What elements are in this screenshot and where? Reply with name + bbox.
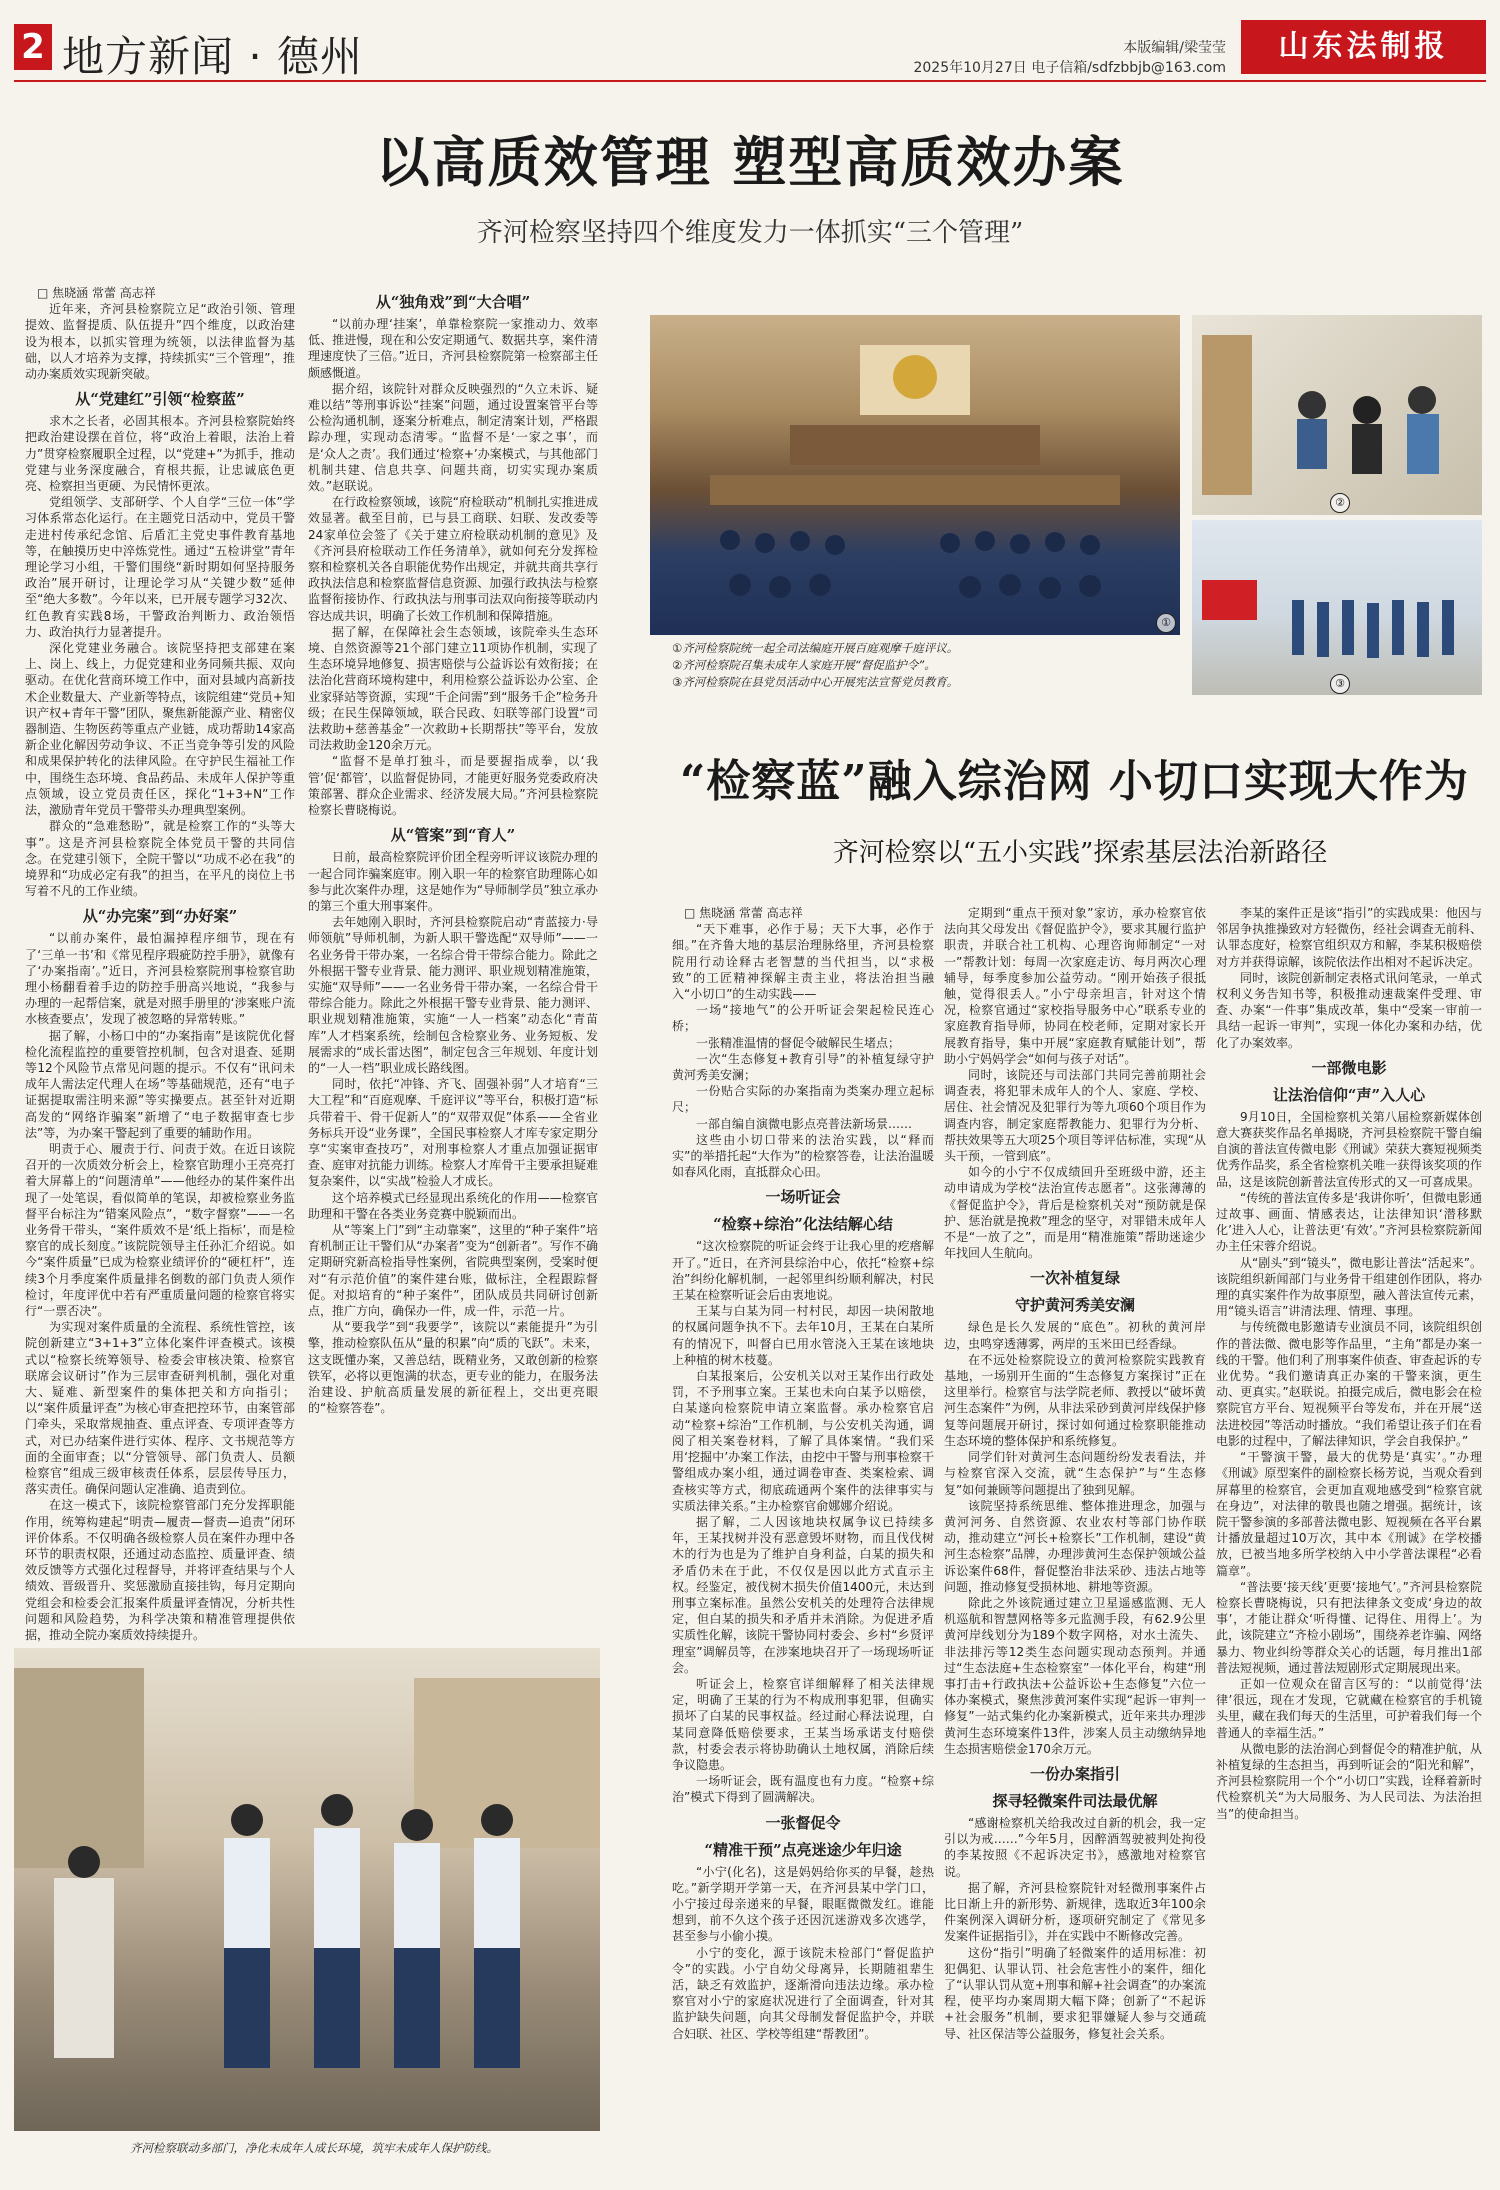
paragraph: 为实现对案件质量的全流程、系统性管控，该院创新建立“3+1+3”立体化案件评查模式。该模式以“检察长统筹领导、检委会审核决策、检察官联席会议研讨”作为三层审查研判机制，强化对重大、疑难、新型案件的集体把关和方向指引；以“案件质量评查”为核心审查把控环节，由案管部门牵头，采取常规抽查、重点评查、专项评查等方式，对已办结案件进行实体、程序、文书规范等方面的全面审查；以“分管领导、部门负责人、员额检察官”组成三级审核责任体系，层层传导压力，落实责任。确保问题认定准确、追责到位。 (25, 1320, 295, 1497)
paragraph: 深化党建业务融合。该院坚持把支部建在案上、岗上、线上，力促党建和业务同频共振、双向驱动。在优化营商环境工作中，面对县域内高新技术企业数量大、产业新等特点，该院组建“党员+知识产权+青年干警”团队，聚焦新能源产业、精密仪器制造、生物医药等重点产业链，成功帮助14家高新企业化解因劳动争议、不正当竞争等引发的风险和成果保护转化的法律风险。在守护民生福祉工作中，围绕生态环境、食品药品、未成年人保护等重点领域，设立党员责任区，探化“1+3+N”工作法，激励青年党员干警带头办理典型案例。 (25, 641, 295, 818)
article2-title: “检察蓝”融入综治网 小切口实现大作为 (680, 756, 1469, 807)
article2-column-2 (944, 905, 1206, 2180)
article1-column-1 (25, 285, 295, 1643)
paragraph: 同时，该院还与司法部门共同完善前期社会调查表，将犯罪未成年人的个人、家庭、学校、居住、社会情况及犯罪行为等九项60个项目作为调查内容，制定家庭帮教能力、犯罪行为分析、帮扶效果等五大项25个项目等评估标准，实现“从头干预，一管到底”。 (944, 1068, 1206, 1164)
date-email-line: 2025年10月27日 电子信箱/sdfzbbjb@163.com (913, 60, 1226, 76)
caption-2: ②齐河检察院召集未成年人家庭开展“督促监护令”。 (672, 658, 936, 672)
paragraph: “天下难事，必作于易；天下大事，必作于细。”在齐鲁大地的基层治理脉络里，齐河县检察院用行动诠释古老智慧的当代担当，以“求极致”的工匠精神探解主责主业，将法治担当融入“小切口”的生动实践—— (672, 922, 934, 1002)
photo-number-2: ② (1330, 493, 1350, 513)
paragraph: “干警演干警，最大的优势是‘真实’。”办理《刑诚》原型案件的副检察长杨芳说，当观众看到屏幕里的检察官，会更加直观地感受到“检察官就在身边”，对法律的敬畏也随之增强。据统计，该院干警参演的多部普法微电影、短视频在各平台累计播放量超过10万次，其中本《刑诚》在学校播放，已被当地多所学校纳入中小学普法课程“必看篇章”。 (1216, 1450, 1482, 1578)
paragraph: “这次检察院的听证会终于让我心里的疙瘩解开了。”近日，在齐河县综治中心，依托“检察+综治”纠纷化解机制，一起邻里纠纷顺利解决，村民王某在检察听证会后由衷地说。 (672, 1239, 934, 1303)
article1-byline: □ 焦晓涵 常蕾 高志祥 (37, 286, 156, 300)
paragraph: 求木之长者，必固其根本。齐河县检察院始终把政治建设摆在首位，将“政治上着眼，法治上着力”贯穿检察履职全过程，以“党建+”为抓手，推动党建与业务深度融合，育根共振，让忠诚底色更亮、检察担当更硬、为民情怀更浓。 (25, 414, 295, 494)
paragraph: “以前办理‘挂案’，单靠检察院一家推动力、效率低、推进慢，现在和公安定期通气、数据共享，案件清理速度快了三倍。”近日，齐河县检察院第一检察部主任颇感慨道。 (308, 317, 598, 380)
masthead (14, 14, 1486, 82)
subheading: 一场听证会 (765, 1188, 841, 1207)
photo-family-meeting (1192, 315, 1482, 515)
paragraph: 群众的“急难愁盼”，就是检察工作的“头等大事”。这是齐河县检察院全体党员干警的共同信念。在党建引领下，全院干警以“功成不必在我”的境界和“功成必定有我”的担当，在平凡的岗位上书写着不凡的工作业绩。 (25, 819, 295, 899)
editor-line: 本版编辑/梁莹莹 (1123, 40, 1226, 56)
article1-title: 以高质效管理 塑型高质效办案 (375, 130, 1125, 194)
paragraph: 与传统微电影邀请专业演员不同，该院组织创作的普法微、微电影等作品里，“主角”都是办案一线的干警。他们利了刑事案件侦查、审查起诉的专业优势。“我们邀请真正办案的干警来演，更生动、更真实。”赵联说。拍摄完成后，微电影会在检察院官方平台、短视频平台等发布，并在开展“送法进校园”等活动时播放。“我们希望让孩子们在看电影的过程中，了解法律知识，学会自我保护。” (1216, 1320, 1482, 1448)
page-number: 2 (14, 24, 52, 70)
subheading-detail: 守护黄河秀美安澜 (1014, 1296, 1135, 1315)
subheading: 从“办完案”到“办好案” (82, 907, 238, 926)
section-title: 地方新闻 · 德州 (62, 32, 364, 81)
article2-subtitle: 齐河检察以“五小实践”探索基层法治新路径 (832, 838, 1328, 868)
paragraph: “小宁(化名)，这是妈妈给你买的早餐，趁热吃。”新学期开学第一天，在齐河县某中学门口，小宁接过母亲递来的早餐，眼眶微微发红。谁能想到，前不久这个孩子还因沉迷游戏多次逃学，甚至参与小偷小摸。 (672, 1864, 934, 1944)
oath-illustration (1192, 520, 1482, 695)
paragraph: 听证会上，检察官详细解释了相关法律规定，明确了王某的行为不构成刑事犯罪，但确实损坏了白某的民事权益。经过耐心释法说理，白某同意降低赔偿要求，王某当场承诺支付赔偿款，村委会表示将协助确认土地权属，消除后续争议隐患。 (672, 1676, 934, 1772)
paragraph: “监督不是单打独斗，而是要握指成拳，以‘我管’促‘都管’，以监督促协同，才能更好服务党委政府决策部署、群众企业需求、经济发展大局。”齐河县检察院检察长曹晓梅说。 (308, 754, 598, 818)
paragraph: 据了解，在保障社会生态领域，该院牵头生态环境、自然资源等21个部门建立11项协作机制，实现了生态环境异地修复、损害赔偿与公益诉讼有效衔接；在法治化营商环境构建中，利用检察公益诉讼办公室、企业家驿站等资源，实现“千企问需”到“服务千企”检务升级；在民生保障领域，联合民政、妇联等部门设置“司法救助+慈善基金”一次救助+长期帮扶”等平台，发放司法救助金120余万元。 (308, 624, 598, 753)
paragraph: 明责于心、履责于行、问责于效。在近日该院召开的一次质效分析会上，检察官助理小王亮亮打着大屏幕上的“问题清单”——他经办的某件案件出现了一处笔误，看似简单的笔误，却被检察业务监督平台标注为“错案风险点”，“数字督察”——一名业务骨干带头，“案件质效不是‘纸上指标’，而是检察官的成长刻度。”该院院领导主任孙汇介绍说。如今“案件质量”已成为检察业绩评价的“硬杠杆”，连续3个月季度案件质量排名倒数的部门负责人须作检讨，年度评优中若有严重质量问题的检察官将实行“一票否决”。 (25, 1141, 295, 1318)
subheading: 从“独角戏”到“大合唱” (375, 293, 531, 311)
subheading: 一次补植复绿 (1029, 1269, 1120, 1288)
paragraph: 除此之外该院通过建立卫星遥感监测、无人机巡航和智慧网格等多元监测手段，有62.9公里黄河岸线划分为189个数字网格，对水土流失、非法排污等12类生态问题实现动态预判。并通过“生态法庭+生态检察室”一体化平台，构建“刑事打击+行政执法+公益诉讼+生态修复”六位一体办案模式，聚焦涉黄河案件实现“起诉一审判一修复”一站式集约化办案新模式，近年来共办理涉黄河生态环境案件13件，涉案人员主动缴纳异地生态损害赔偿金170余万元。 (944, 1595, 1206, 1756)
courtroom-illustration (650, 315, 1180, 635)
paragraph: 在这一模式下，该院检察管部门充分发挥职能作用，统筹构建起“明责—履责—督责—追责”闭环评价体系。不仅明确各级检察人员在案件办理中各环节的职责权限，还通过动态监控、质量评查、绩效反馈等方式强化过程督导，并将评查结果与个人绩效、晋级晋升、奖惩激励直接挂钩，每月定期向党组会和检委会汇报案件质量评查情况，分析共性问题和风险趋势，为科学决策和精准管理提供依据，推动全院办案质效持续提升。 (25, 1498, 295, 1643)
paragraph: 同时，该院创新制定表格式讯问笔录，一单式权利义务告知书等，积极推动速裁案件受理、审查、办案“一件事”集成改革，集中“受案一审前一具结一起诉一审判”，实现一体化办案和办结，优化了办案效率。 (1216, 970, 1482, 1050)
paragraph: 据介绍，该院针对群众反映强烈的“久立未诉、疑难以结”等刑事诉讼“挂案”问题，通过设置案管平台等公检沟通机制，逐案分析难点，制定清案计划，严格跟踪办理，实现动态清零。“监督不是‘一家之事’，而是‘众人之责’。我们通过‘检察+’办案模式，与其他部门机制共建、信息共享、问题共商，切实实现办案质效。”赵联说。 (308, 381, 598, 494)
paragraph: 据了解，齐河县检察院针对轻微刑事案件占比日渐上升的新形势、新规律，选取近3年100余件案例深入调研分析，逐项研究制定了《常见多发案件证据指引》，并在实践中不断修改完善。 (944, 1880, 1206, 1944)
photo-captions-top (672, 640, 1192, 691)
paragraph: 这个培养模式已经显现出系统化的作用——检察官助理和干警在各类业务竞赛中脱颖而出。 (308, 1190, 598, 1221)
article2-column-1 (672, 905, 934, 2180)
paragraph: 一次“生态修复+教育引导”的补植复绿守护黄河秀美安澜； (672, 1051, 934, 1083)
paragraph: 王某与白某为同一村村民，却因一块闲散地的权属问题争执不下。去年10月，王某在白某所有的情况下，叫督白已用水管浇入王某在该地块上种植的树木枝蔓。 (672, 1304, 934, 1367)
paragraph: 9月10日，全国检察机关第八届检察新媒体创意大赛获奖作品名单揭晓，齐河县检察院干警自编自演的普法宣传微电影《刑诚》荣获大赛短视频类优秀作品奖，系全省检察机关唯一获得该奖项的作品，这是该院创新普法宣传形式的又一可喜成果。 (1216, 1109, 1482, 1189)
paragraph: 定期到“重点干预对象”家访，承办检察官依法向其父母发出《督促监护令》，要求其履行监护职责，并联合社工机构、心理咨询师制定“一对一”帮教计划：每周一次家庭走访、每月两次心理辅导，每季度参加公益劳动。“刚开始孩子很抵触，觉得很丢人。”小宁母亲坦言，针对这个情况，检察官通过“家校指导服务中心”联系专业的家庭教育指导师，协同在校老师，定期对家长开展教育指导，集中开展“家庭教育赋能计划”，帮助小宁妈妈学会“如何与孩子对话”。 (944, 906, 1206, 1066)
paragraph: 从“要我学”到“我要学”，该院以“素能提升”为引擎，推动检察队伍从“量的积累”向“质的飞跃”。未来，这支既懂办案，又善总结，既精业务，又敢创新的检察铁军，必将以更饱满的状态，更专业的能力，在服务法治建设、护航高质量发展的新征程上，交出更亮眼的“检察答卷”。 (308, 1320, 598, 1416)
article1-subtitle: 齐河检察坚持四个维度发力一体抓实“三个管理” (476, 218, 1024, 248)
photo-courtroom (650, 315, 1180, 635)
paragraph: 同学们针对黄河生态问题纷纷发表看法，并与检察官深入交流，就“生态保护”与“生态修复”如何兼顾等问题提出了独到见解。 (944, 1450, 1206, 1497)
paragraph: 一份贴合实际的办案指南为类案办理立起标尺； (672, 1084, 934, 1115)
caption-3: ③齐河检察院在县党员活动中心开展宪法宣誓党员教育。 (672, 675, 959, 689)
paragraph: 同时，依托“冲锋、齐飞、固强补弱”人才培育“三大工程”和“百庭观摩、千庭评议”等平台，积极打造“标兵带着干、骨干促新人”的“双带双促”体系——全省业务标兵开设“业务课”，全国民事检察人才库专家定期分享“实案审查技巧”，对刑事检察人才重点加强证据审查、庭审对抗能力训练。检察人才库骨干主要承担疑难复杂案件，以“实战”检验人才成长。 (308, 1077, 598, 1189)
subheading-detail: “检察+综治”化法结解心结 (713, 1215, 893, 1234)
paragraph: 小宁的变化，源于该院未检部门“督促监护令”的实践。小宁自幼父母离异，长期随祖辈生活，缺乏有效监护，逐渐滑向违法边缘。承办检察官对小宁的家庭状况进行了全面调查，针对其监护缺失问题，向其父母制发督促监护令，并联合妇联、社区、学校等组建“帮教团”。 (672, 1945, 934, 2041)
paragraph: 一部自编自演微电影点亮普法新场景…… (696, 1116, 913, 1131)
photo-caption-bottom: 齐河检察联动多部门，净化未成年人成长环境，筑牢未成年人保护防线。 (130, 2141, 498, 2155)
inspection-illustration (14, 1648, 600, 2131)
caption-1: ①齐河检察院统一起全司法编庭开展百庭观摩千庭评议。 (672, 641, 959, 655)
paragraph: 在不远处检察院设立的黄河检察院实践教育基地，一场别开生面的“生态修复方案探讨”正在这里举行。检察官与法学院老师、教授以“破坏黄河生态案件”为例，从非法采砂到黄河岸线保护修复等问题展开研讨，探讨如何通过检察职能推动生态环境的整体保护和系统修复。 (944, 1352, 1206, 1448)
photo-market-inspection (14, 1648, 600, 2131)
paragraph: 这些由小切口带来的法治实践，以“释而实”的举措托起“大作为”的检察答卷，让法治温暖如春风化雨，直抵群众心田。 (672, 1132, 934, 1180)
paragraph: 这份“指引”明确了轻微案件的适用标准：初犯偶犯、认罪认罚、社会危害性小的案件，细化了“认罪认罚从宽+刑事和解+社会调查”的办案流程，使平均办案周期大幅下降；创新了“不起诉+社会服务”机制，要求犯罪嫌疑人参与交通疏导、社区保洁等公益服务，修复社会关系。 (944, 1945, 1206, 2041)
paragraph: 白某报案后，公安机关以对王某作出行政处罚，不予刑事立案。王某也未向白某予以赔偿，白某遂向检察院申请立案监督。承办检察官启动“检察+综治”工作机制，与公安机关沟通，调阅了相关案卷材料，了解了具体案情。“我们采用‘挖掘中’办案工作法，由挖中干警与刑事检察干警组成办案小组，通过调卷审查、类案检索、调查核实等方式，彻底疏通两个案件的法律事实与实质法律关系。”主办检察官俞娜娜介绍说。 (672, 1369, 934, 1513)
paragraph: 在行政检察领域，该院“府检联动”机制扎实推进成效显著。截至目前，已与县工商联、妇联、发改委等24家单位会签了《关于建立府检联动机制的意见》及《齐河县府检联动工作任务清单》，就如何充分发挥检察和检察机关各自职能优势作出规定，并就共商共享行政执法信息和检察监督信息资源、加强行政执法与检察监督衔接协作、行政执法与刑事司法双向衔接等联动内容达成共识，明确了长效工作机制和保障措施。 (308, 495, 598, 623)
paragraph: 近年来，齐河县检察院立足“政治引领、管理提效、监督提质、队伍提升”四个维度，以政治建设为根本，以抓实管理为统领，以法律监督为基础，以人才培养为支撑，持续抓实“三个管理”，推动办案质效实现新突破。 (25, 302, 295, 382)
paragraph: 一场听证会，既有温度也有力度。“检察+综治”模式下得到了圆满解决。 (672, 1774, 934, 1805)
newspaper-logo: 山东法制报 (1241, 20, 1486, 74)
paragraph: 如今的小宁不仅成绩回升至班级中游，还主动申请成为学校“法治宣传志愿者”。这张薄薄的《督促监护令》，背后是检察机关对“预防就是保护、惩治就是挽救”理念的坚守，对罪错未成年人不是“一放了之”，而是用“精准施策”帮助迷途少年找回人生航向。 (944, 1165, 1206, 1261)
paragraph: “传统的普法宣传多是‘我讲你听’，但微电影通过故事、画面、情感表达，让法律知识‘潜移默化’进入人心，让普法更‘有效’。”齐河县检察院新闻办主任宋蓉介绍说。 (1216, 1190, 1482, 1254)
paragraph: “感谢检察机关给我改过自新的机会，我一定引以为戒……”今年5月，因醉酒驾驶被判处拘役的李某按照《不起诉决定书》，感激地对检察官说。 (944, 1815, 1206, 1879)
paragraph: “以前办案件，最怕漏掉程序细节，现在有了‘三单一书’和《常见程序瑕疵防控手册》，就像有了‘办案指南’。”近日，齐河县检察院刑事检察官助理小杨翻看着手边的防控手册高兴地说，“我参与办理的一起帮信案，就是对照手册里的‘涉案账户流水核查要点’，发现了被忽略的异常转账。” (25, 931, 295, 1027)
paragraph: 从微电影的法治润心到督促令的精准护航，从补植复绿的生态担当，再到听证会的“阳光和解”，齐河县检察院用一个个“小切口”实践，诠释着新时代检察机关“为大局服务、为人民司法、为法治担当”的使命担当。 (1216, 1741, 1482, 1821)
paragraph: 党组领学、支部研学、个人自学“三位一体”学习体系常态化运行。在主题党日活动中，党员干警走进村传承纪念馆、后盾汇主党史事件教育基地等，在触摸历史中淬炼党性。通过“五检讲堂”青年理论学习小组，干警们围绕“新时期如何坚持服务政治”展开研讨，让理论学习从“关键少数”延伸至“绝大多数”。今年以来，已开展专题学习32次、红色教育实践8场，干警政治判断力、政治领悟力、政治执行力显著提升。 (25, 495, 295, 639)
paragraph: 一张精准温情的督促令破解民生堵点； (696, 1035, 901, 1050)
article2-column-3 (1216, 905, 1482, 2180)
subheading-detail: 探寻轻微案件司法最优解 (992, 1791, 1158, 1810)
paragraph: 绿色是长久发展的“底色”。初秋的黄河岸边，虫鸣穿透薄雾，两岸的玉米田已经香绿。 (944, 1320, 1206, 1351)
subheading: 从“党建红”引领“检察蓝” (75, 390, 245, 409)
paragraph: 正如一位观众在留言区写的：“以前觉得‘法律’很远，现在才发现，它就藏在检察官的手机镜头里，藏在我们每天的生活里，可护着我们每一个普通人的幸福生活。” (1216, 1676, 1482, 1740)
meeting-illustration (1192, 315, 1482, 515)
paragraph: 该院坚持系统思维、整体推进理念，加强与黄河河务、自然资源、农业农村等部门协作联动，推动建立“河长+检察长”工作机制，建设“黄河生态检察”品牌，办理涉黄河生态保护领域公益诉讼案件68件，督促整治非法采砂、违法占地等问题，推动修复受损林地、耕地等资源。 (944, 1498, 1206, 1594)
paragraph: “普法要‘接天线’更要‘接地气’。”齐河县检察院检察长曹晓梅说，只有把法律条文变成‘身边的故事’，才能让群众‘听得懂、记得住、用得上’。为此，该院建立“齐检小剧场”，围绕养老诈骗、网络暴力、物业纠纷等群众关心的话题，每月推出1部普法短视频，通过普法短剧形式定期展现出来。 (1216, 1579, 1482, 1675)
paragraph: 据了解，小杨口中的“办案指南”是该院优化督检化流程监控的重要管控机制，包含对退查、延期等12个风险节点常见问题的提示。不仅有“讯问未成年人需法定代理人在场”等基础规范，还有“电子证据提取需注明来源”等实操要点。甚至针对近期高发的“网络诈骗案”新增了“电子数据审查七步法”等，为办案干警起到了重要的辅助作用。 (25, 1028, 295, 1140)
subheading: 从“管案”到“育人” (390, 826, 516, 845)
paragraph: 据了解，二人因该地块权属争议已持续多年，王某找树并没有恶意毁坏财物，而且伐伐树木的行为也是为了维护自身利益，白某的损失和矛盾仍未在于此，不仅仅是因以此方式直示主权。经鉴定，被伐树木损失价值1400元，未达到刑事立案标准。虽然公安机关的处理符合法律规定，但白某的损失和矛盾并未消除。为促进矛盾实质性化解，该院干警协同村委会、乡村“乡贤评理室”调解员等，在涉案地块召开了一场现场听证会。 (672, 1514, 934, 1675)
paragraph: 李某的案件正是该“指引”的实践成果：他因与邻居争执推操致对方轻微伤，经社会调查无前科、认罪态度好，检察官组织双方和解，李某积极赔偿对方并获得谅解，该院依法作出相对不起诉决定。 (1216, 906, 1482, 969)
subheading-detail: 让法治信仰“声”入人心 (1272, 1085, 1426, 1104)
subheading: 一张督促令 (765, 1813, 841, 1832)
subheading-detail: “精准干预”点亮迷途少年归途 (704, 1840, 902, 1859)
paragraph: 日前，最高检察院评价团全程旁听评议该院办理的一起合同诈骗案庭审。刚入职一年的检察官助理陈心如参与此次案件办理，这是她作为“导师制学员”独立承办的第三个重大刑事案件。 (308, 850, 598, 913)
article2-byline: □ 焦晓涵 常蕾 高志祥 (684, 906, 803, 920)
paragraph: 从“等案上门”到“主动靠案”，这里的“种子案件”培育机制正让干警们从“办案者”变为“创新者”。写作不确定期研究新高检指导性案例，省院典型案例，受案时便对“有示范价值”的案件建台账，做标注，全程跟踪督促。对拟培育的“种子案件”，团队成员共同研讨创新点，推广方向，确保办一件，成一件，示范一片。 (308, 1222, 598, 1318)
edition-meta (913, 38, 1226, 78)
paragraph: 一场“接地气”的公开听证会架起检民连心桥； (672, 1003, 934, 1034)
photo-number-3: ③ (1330, 674, 1350, 694)
subheading: 一部微电影 (1311, 1058, 1387, 1077)
paragraph: 从“剧头”到“镜头”，微电影让普法“活起来”。该院组织新闻部门与业务骨干组建创作团队，将办理的真实案件作为故事原型，融入普法宣传元素，用“镜头语言”讲清法理、情理、事理。 (1216, 1255, 1482, 1319)
article1-column-2 (308, 285, 598, 1635)
subheading: 一份办案指引 (1029, 1764, 1120, 1783)
paragraph: 去年她刚入职时，齐河县检察院启动“青蓝接力·导师领航”导师机制，为新人职干警选配“双导师”——一名业务骨干带办案，一名综合骨干带综合能力。除此之外根据干警专业背景、能力测评、职业规划精准施策，实施“双导师”——一名业务骨干带办案，一名综合骨干带综合能力。除此之外根据干警专业背景、能力测评、职业规划精准施策，实施“一人一档案”动态化“青苗库”人才档案系统，绘制包含检察业务、业务短板、发展需求的“成长雷达图”，制定包含三年规划、年度计划的“一人一档”职业成长路线图。 (308, 915, 598, 1075)
photo-number-1: ① (1156, 613, 1176, 633)
photo-oath-ceremony (1192, 520, 1482, 695)
